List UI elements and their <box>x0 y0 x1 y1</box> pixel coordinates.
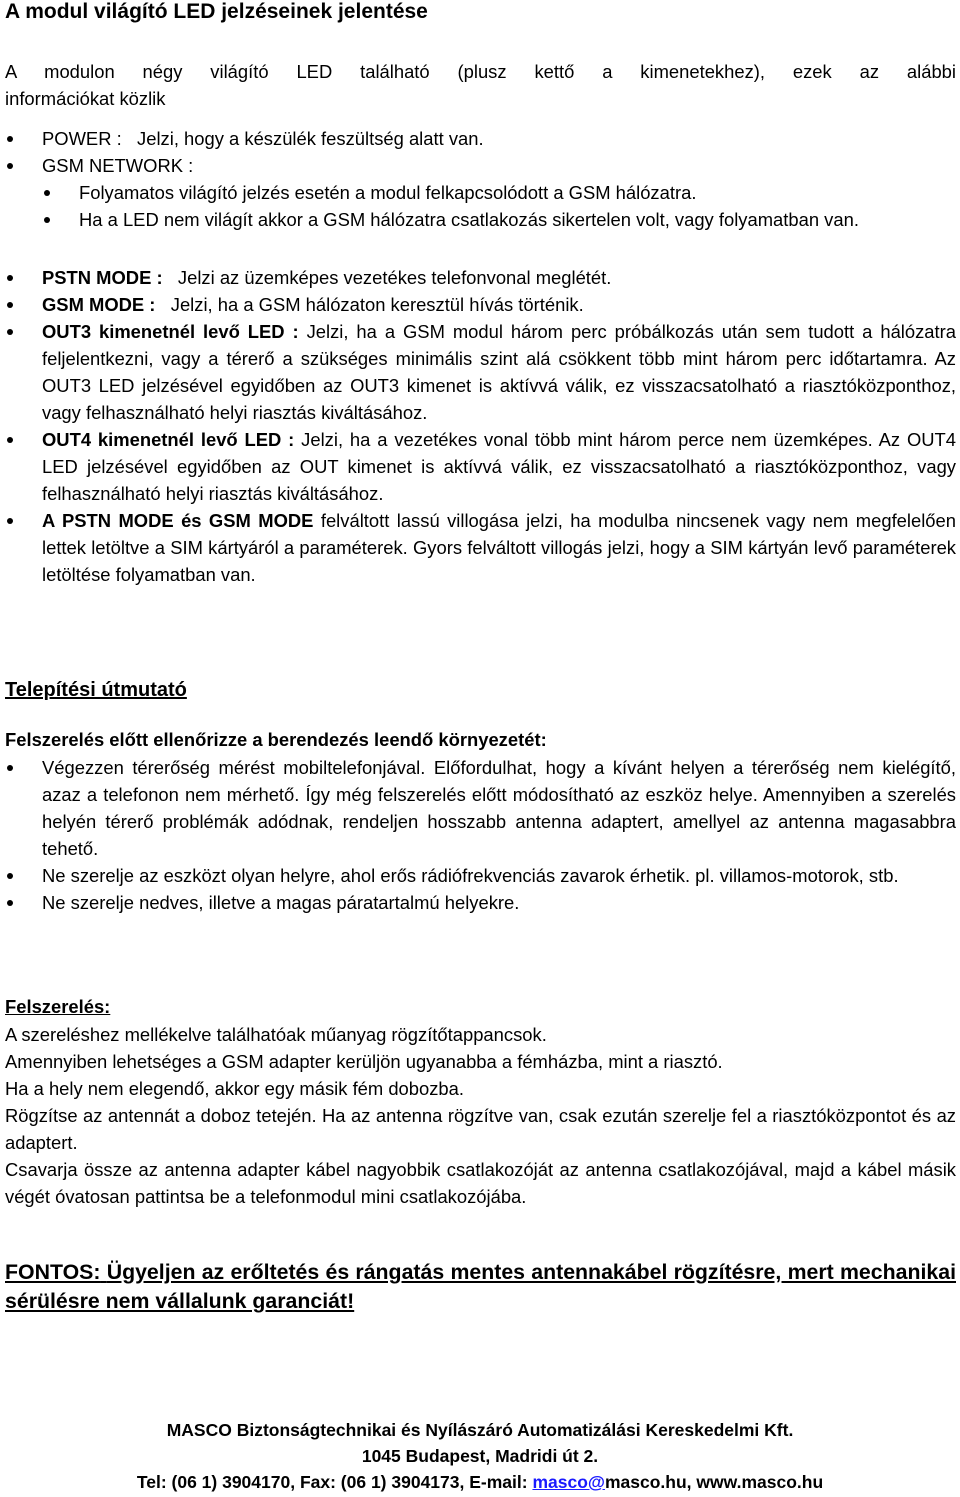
bullet-icon <box>7 900 13 906</box>
install-heading: Telepítési útmutató <box>5 679 187 701</box>
gsm-sub-2: Ha a LED nem világít akkor a GSM hálózatra csatlakozás sikertelen volt, vagy folyamatban van. <box>79 209 859 230</box>
check-heading: Felszerelés előtt ellenőrizze a berendezés leendő környezetét: <box>5 729 547 750</box>
mode-label: A PSTN MODE és GSM MODE <box>42 510 314 531</box>
power-text: Jelzi, hogy a készülék feszültség alatt van. <box>137 128 484 149</box>
bullet-icon <box>7 765 13 771</box>
intro-line-1: A modulon négy világító LED található (plusz kettő a kimenetekhez), ezek az alábbi <box>5 61 956 82</box>
warning-text <box>5 1258 956 1316</box>
gsm-network-label: GSM NETWORK : <box>42 155 194 176</box>
gsm-sub-1: Folyamatos világító jelzés esetén a modul felkapcsolódott a GSM hálózatra. <box>79 182 697 203</box>
page-title: A modul világító LED jelzéseinek jelentése <box>5 0 428 23</box>
pstn-text: Jelzi az üzemképes vezetékes telefonvonal meglétét. <box>177 267 612 288</box>
bullet-icon <box>7 302 13 308</box>
list-item <box>5 291 956 318</box>
bullet-icon <box>7 163 13 169</box>
list-item <box>5 862 956 889</box>
footer-company: MASCO Biztonságtechnikai és Nyílászáró Automatizálási Kereskedelmi Kft. <box>166 1420 794 1440</box>
led-list <box>5 125 956 179</box>
footer-contact <box>0 1469 960 1495</box>
bullet-icon <box>7 873 13 879</box>
gsm-mode-text: Jelzi, ha a GSM hálózaton keresztül hívás történik. <box>170 294 584 315</box>
list-item <box>5 889 956 916</box>
footer-address: 1045 Budapest, Madridi út 2. <box>361 1446 599 1466</box>
install-item-1: Végezzen térerőség mérést mobiltelefonjával. Előfordulhat, hogy a kívánt helyen a térerőség nem kielégítő, azaz a telefonon nem mérhető. Így még felszerelés előtt módosítható az eszköz helye. Amennyiben a szerelés helyén térerő problémák adódnak, rendeljen hosszabb antenna adaptert, amellyel az antenna magasabbra tehető. <box>42 757 956 859</box>
mounting-line-1: A szereléshez mellékelve találhatóak műanyag rögzítőtappancsok. <box>5 1024 547 1045</box>
list-item <box>5 152 956 179</box>
install-list <box>5 754 956 916</box>
footer-contact-sep: , <box>686 1472 697 1492</box>
bullet-icon <box>7 329 13 335</box>
bullet-icon <box>7 275 13 281</box>
list-item <box>5 754 956 862</box>
bullet-icon <box>44 217 50 223</box>
install-item-3: Ne szerelje nedves, illetve a magas páratartalmú helyekre. <box>42 892 520 913</box>
email-user: masco@ <box>532 1472 605 1492</box>
email-domain[interactable]: masco.hu <box>604 1472 687 1492</box>
website-link[interactable]: www.masco.hu <box>696 1472 824 1492</box>
mounting-line-2: Amennyiben lehetséges a GSM adapter kerüljön ugyanabba a fémházba, mint a riasztó. <box>5 1051 723 1072</box>
bullet-icon <box>44 190 50 196</box>
pstn-label: PSTN MODE : <box>42 267 163 288</box>
power-label: POWER : <box>42 128 122 149</box>
warning-label: FONTOS: <box>5 1260 101 1284</box>
mounting-para-2: Csavarja össze az antenna adapter kábel nagyobbik csatlakozóját az antenna csatlakozójával, majd a kábel másik végét óvatosan pattintsa be a telefonmodul mini csatlakozójába. <box>5 1159 956 1207</box>
list-item <box>42 206 956 233</box>
warning-body: Ügyeljen az erőltetés és rángatás mentes antennakábel rögzítésre, mert mechanikai sérülésre nem vállalunk garanciát! <box>5 1260 956 1313</box>
out3-label: OUT3 kimenetnél levő LED : <box>42 321 299 342</box>
gsm-network-sublist <box>42 179 956 233</box>
gsm-mode-label: GSM MODE : <box>42 294 156 315</box>
mounting-para-1: Rögzítse az antennát a doboz tetején. Ha az antenna rögzítve van, csak ezután szerelje fel a riasztóközpontot és az adaptert. <box>5 1105 956 1153</box>
mode-text: felváltott lassú villogása jelzi, ha modulba nincsenek vagy nem megfelelően lettek letöltve a SIM kártyáról a paraméterek. Gyors felváltott villogás jelzi, hogy a SIM kártyán levő paraméterek letöltése folyamatban van. <box>42 510 956 585</box>
install-item-2: Ne szerelje az eszközt olyan helyre, ahol erős rádiófrekvenciás zavarok érhetik. pl. villamos-motorok, stb. <box>42 865 899 886</box>
list-item <box>5 125 956 152</box>
list-item <box>5 507 956 588</box>
led-list-2 <box>5 264 956 588</box>
list-item <box>5 264 956 291</box>
footer-contact-prefix: Tel: (06 1) 3904170, Fax: (06 1) 3904173, E-mail: <box>136 1472 533 1492</box>
list-item <box>5 318 956 426</box>
out4-label: OUT4 kimenetnél levő LED : <box>42 429 295 450</box>
bullet-icon <box>7 136 13 142</box>
intro-line-2: információkat közlik <box>5 88 166 109</box>
footer <box>0 1417 960 1495</box>
mounting-line-3: Ha a hely nem elegendő, akkor egy másik fém dobozba. <box>5 1078 465 1099</box>
out3-text: Jelzi, ha a GSM modul három perc próbálkozás után sem tudott a hálózatra feljelentkezni, vagy a térerő a szükséges minimális szint alá csökkent több mint három perc időtartamra. Az OUT3 LED jelzésével egyidőben az OUT3 kimenet is aktívvá válik, ez visszacsatolható a riasztóközponthoz, vagy felhasználható helyi riasztás kiváltásához. <box>42 321 956 423</box>
list-item <box>5 426 956 507</box>
out4-text: Jelzi, ha a vezetékes vonal több mint három perce nem üzemképes. Az OUT4 LED jelzésével egyidőben az OUT kimenet is aktívvá válik, ez visszacsatolható a riasztóközponthoz, vagy felhasználható helyi riasztás kiváltásához. <box>42 429 956 504</box>
bullet-icon <box>7 518 13 524</box>
mounting-heading: Felszerelés: <box>5 996 111 1017</box>
bullet-icon <box>7 437 13 443</box>
list-item <box>42 179 956 206</box>
email-link[interactable] <box>532 1472 605 1492</box>
